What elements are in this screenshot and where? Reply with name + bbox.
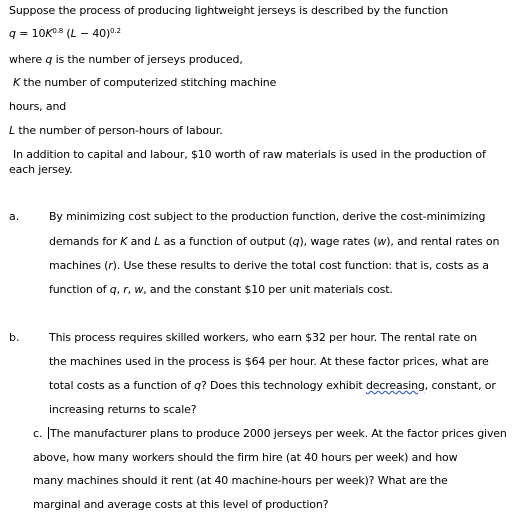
- var-q: q: [9, 27, 16, 40]
- var-q: q: [292, 235, 300, 248]
- t: The manufacturer plans to produce 2000 jerseys per week. At the factor prices given: [50, 427, 507, 440]
- materials-line-1: In addition to capital and labour, $10 worth of raw materials is used in the production of: [13, 148, 486, 161]
- t: ). Use these results to derive the total cost function: that is, costs as a: [112, 259, 489, 272]
- part-c-line-3: many machines should it rent (at 40 machine-hours per week)? What are the: [33, 474, 448, 487]
- materials-line-2: each jersey.: [9, 163, 73, 176]
- t: machines (: [49, 259, 109, 272]
- var-q: q: [194, 379, 201, 392]
- production-function: [9, 27, 121, 40]
- part-a-line-2: [49, 235, 499, 248]
- hours-line: hours, and: [9, 100, 67, 113]
- t: ,: [127, 283, 135, 296]
- fn-equals: = 10: [15, 27, 46, 40]
- part-a-line-3: [49, 259, 489, 272]
- var-r: r: [123, 283, 128, 296]
- var-L: L: [154, 235, 161, 248]
- where-prefix: where: [9, 53, 46, 66]
- var-w: w: [134, 283, 144, 296]
- fn-minus: − 40): [76, 27, 111, 40]
- l-text: the number of person-hours of labour.: [14, 124, 223, 137]
- t: as a function of output (: [160, 235, 293, 248]
- where-var: q: [45, 53, 53, 66]
- part-a-marker: a.: [9, 210, 20, 223]
- part-a-line-4: [49, 283, 393, 296]
- var-q: q: [109, 283, 117, 296]
- var-K: K: [120, 235, 128, 248]
- t: demands for: [49, 235, 121, 248]
- t: function of: [49, 283, 110, 296]
- part-b-line-4: increasing returns to scale?: [49, 403, 197, 416]
- t: ), wage rates (: [299, 235, 378, 248]
- intro-line-1: Suppose the process of producing lightweight jerseys is described by the function: [9, 4, 449, 17]
- var-r: r: [108, 259, 113, 272]
- t: ), and rental rates on: [386, 235, 500, 248]
- part-c-line-1: [48, 427, 507, 440]
- fn-paren: (: [63, 27, 71, 40]
- k-text: the number of computerized stitching machine: [20, 76, 277, 89]
- t: , constant, or: [424, 379, 496, 392]
- k-var: K: [13, 76, 21, 89]
- t: ,: [116, 283, 124, 296]
- part-c-line-4: marginal and average costs at this level of production?: [33, 498, 329, 511]
- part-b-marker: b.: [9, 331, 20, 344]
- l-definition: [9, 124, 223, 137]
- var-L: L: [70, 27, 77, 40]
- exp-K: 0.8: [52, 27, 64, 35]
- var-w: w: [377, 235, 387, 248]
- l-var: L: [9, 124, 15, 137]
- t: ? Does this technology exhibit: [200, 379, 366, 392]
- t: and: [127, 235, 155, 248]
- where-line: [9, 53, 243, 66]
- part-b-line-2: the machines used in the process is $64 per hour. At these factor prices, what are: [49, 355, 489, 368]
- var-K: K: [45, 27, 53, 40]
- t: , and the constant $10 per unit materials cost.: [143, 283, 393, 296]
- where-suffix: is the number of jerseys produced,: [52, 53, 243, 66]
- k-definition: [13, 76, 276, 89]
- part-c-line-2: above, how many workers should the firm hire (at 40 hours per week) and how: [33, 451, 458, 464]
- part-a-line-1: By minimizing cost subject to the production function, derive the cost-minimizing: [49, 210, 486, 223]
- exp-L: 0.2: [110, 27, 121, 35]
- spellcheck-underlined-word: decreasing: [365, 379, 425, 392]
- part-c-marker: c.: [33, 427, 43, 440]
- part-b-line-1: This process requires skilled workers, who earn $32 per hour. The rental rate on: [49, 331, 477, 344]
- text-cursor: [48, 427, 49, 439]
- t: total costs as a function of: [49, 379, 195, 392]
- part-b-line-3: [49, 379, 496, 392]
